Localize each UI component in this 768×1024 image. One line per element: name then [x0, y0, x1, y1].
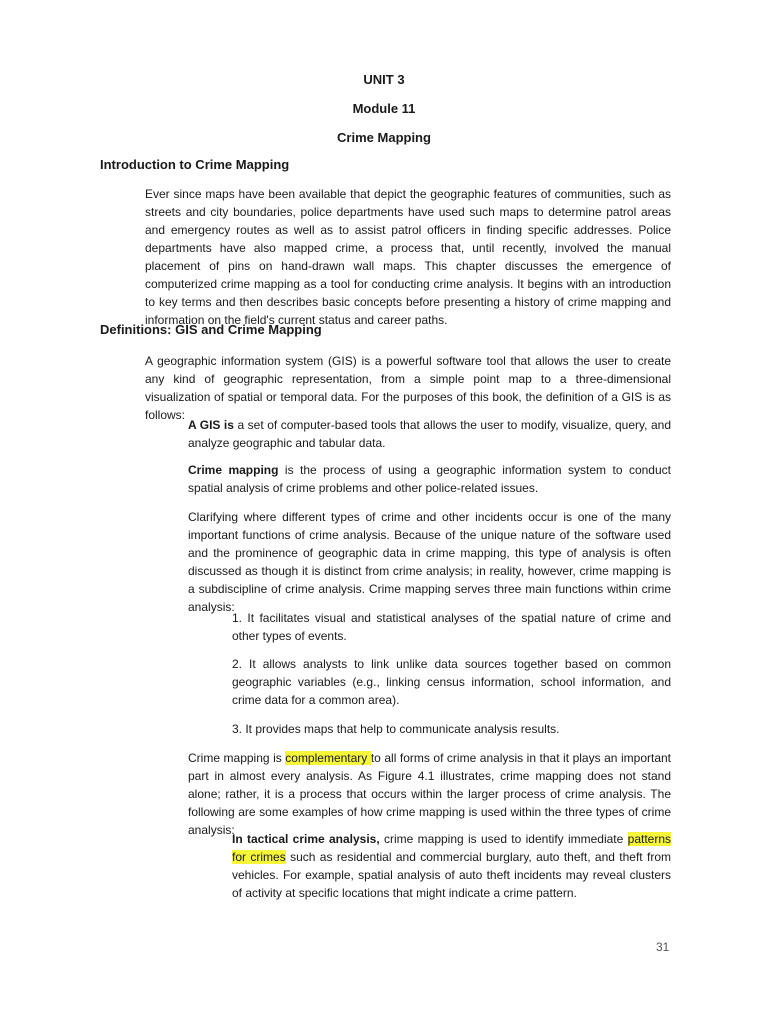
page-number: 31: [656, 940, 670, 954]
definitions-paragraph: A geographic information system (GIS) is a powerful software tool that allows the user to create any kind of geographic representation, from a simple point map to a three-dimensional visualization of spatial or temporal data. For the purposes of this book, the definition of a GIS is as follows:: [145, 354, 671, 422]
complementary-paragraph: [188, 749, 671, 839]
crime-mapping-definition-text: is the process of using a geographic information system to conduct spatial analysis of crime problems and other police-related issues.: [188, 463, 671, 495]
tactical-term: In tactical crime analysis,: [232, 832, 380, 846]
complementary-prefix: Crime mapping is: [188, 751, 286, 765]
function-item-1: 1. It facilitates visual and statistical analyses of the spatial nature of crime and other types of events.: [232, 611, 671, 643]
page-title: Crime Mapping: [337, 130, 431, 145]
gis-definition-text: a set of computer-based tools that allows the user to modify, visualize, query, and analyze geographic and tabular data.: [188, 418, 671, 450]
gis-term: A GIS is: [188, 418, 234, 432]
gis-definition: [188, 416, 671, 452]
clarifying-paragraph: Clarifying where different types of crime and other incidents occur is one of the many important functions of crime analysis. Because of the unique nature of the software used and the prominence of geographic data in crime mapping, this type of analysis is often discussed as though it is distinct from crime analysis; in reality, however, crime mapping is a subdiscipline of crime analysis. Crime mapping serves three main functions within crime analysis:: [188, 510, 671, 614]
function-item-3: 3. It provides maps that help to communicate analysis results.: [232, 722, 560, 736]
intro-heading: Introduction to Crime Mapping: [100, 157, 290, 172]
complementary-suffix: to all forms of crime analysis in that it plays an important part in almost every analysis. As Figure 4.1 illustrates, crime mapping does not stand alone; rather, it is a process that occurs within the larger process of crime analysis. The following are some examples of how crime mapping is used within the three types of crime analysis:: [188, 751, 671, 837]
highlighted-text: patterns for crimes: [232, 832, 671, 864]
crime-mapping-definition: [188, 461, 671, 497]
unit-label: UNIT 3: [363, 72, 405, 87]
definitions-heading: Definitions: GIS and Crime Mapping: [100, 322, 322, 337]
crime-mapping-term: Crime mapping: [188, 463, 279, 477]
tactical-paragraph: [232, 830, 671, 902]
tactical-middle: crime mapping is used to identify immediate: [379, 832, 628, 846]
module-label: Module 11: [352, 101, 416, 116]
function-item-2: 2. It allows analysts to link unlike data sources together based on common geographic variables (e.g., linking census information, school information, and crime data for a common area).: [232, 657, 671, 707]
tactical-suffix: such as residential and commercial burglary, auto theft, and theft from vehicles. For example, spatial analysis of auto theft incidents may reveal clusters of activity at specific locations that might indicate a crime pattern.: [232, 850, 671, 900]
highlighted-text: complementary: [285, 751, 371, 765]
intro-paragraph: Ever since maps have been available that depict the geographic features of communities, such as streets and city boundaries, police departments have used such maps to determine patrol areas and emergency routes as well as to assist patrol officers in finding specific addresses. Police departments have also mapped crime, a process that, until recently, involved the manual placement of pins on hand-drawn wall maps. This chapter discusses the emergence of computerized crime mapping as a tool for conducting crime analysis. It begins with an introduction to key terms and then describes basic concepts before presenting a history of crime mapping and information on the field's current status and career paths.: [145, 187, 671, 327]
